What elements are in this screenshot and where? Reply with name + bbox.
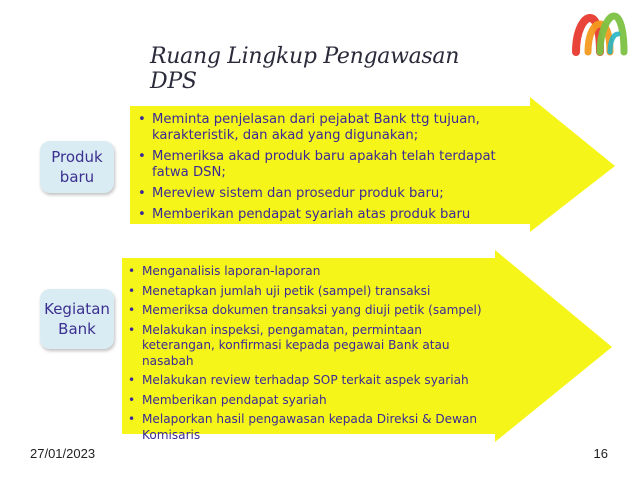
category-label: Bank [58,320,96,338]
slide-title: Ruang Lingkup Pengawasan DPS [150,44,460,94]
list-item: • Melaporkan hasil pengawasan kepada Direksi & Dewan Komisaris [128,412,498,443]
category-label: Kegiatan [44,299,110,318]
list-item: • Melakukan inspeksi, pengamatan, permintaan keterangan, konfirmasi kepada pegawai Bank atau nasabah [128,323,498,370]
category-label: baru [59,168,95,186]
category-label: Produk [51,147,103,166]
list-item: • Menetapkan jumlah uji petik (sampel) transaksi [128,284,498,300]
page-number: 16 [593,446,608,461]
slide-date: 27/01/2023 [30,446,96,461]
list-item: • Melakukan review terhadap SOP terkait aspek syariah [128,373,498,389]
category-produk-baru [40,141,114,193]
kegiatan-bank-list [128,264,498,447]
list-item: • Menganalisis laporan-laporan [128,264,498,280]
list-item: • Memeriksa dokumen transaksi yang diuji petik (sampel) [128,303,498,319]
list-item: • Memberikan pendapat syariah atas produk baru [138,207,536,223]
list-item: • Memeriksa akad produk baru apakah telah terdapat fatwa DSN; [138,149,536,181]
list-item: • Mereview sistem dan prosedur produk baru; [138,186,536,202]
category-kegiatan-bank [40,289,114,349]
list-item: • Memberikan pendapat syariah [128,393,498,409]
produk-baru-list [138,112,536,228]
list-item: • Meminta penjelasan dari pejabat Bank ttg tujuan, karakteristik, dan akad yang digunakan; [138,112,536,144]
